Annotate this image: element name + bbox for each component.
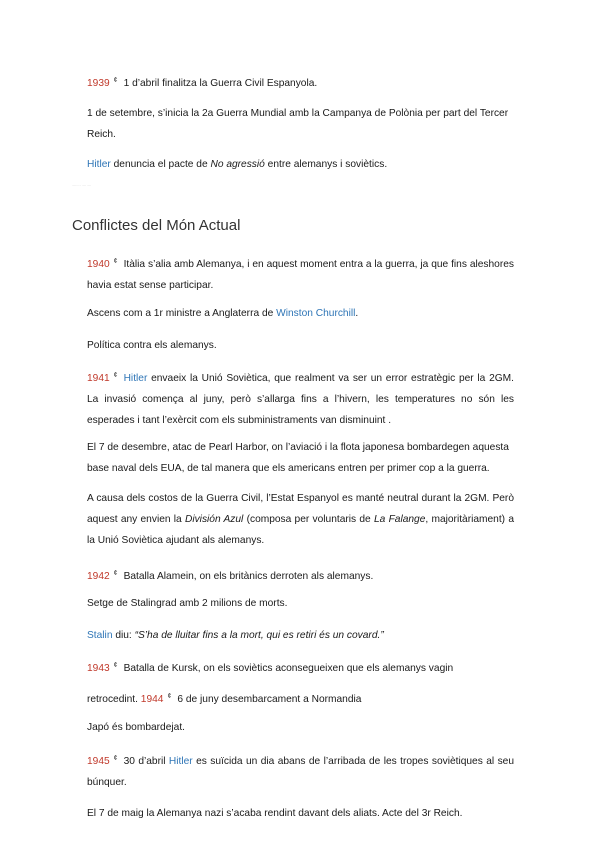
paragraph-1939	[87, 73, 317, 91]
paragraph-1941-pearl-harbor: El 7 de desembre, atac de Pearl Harbor, on l’aviació i la flota japonesa bombardegen aquesta base naval dels EUA, de tal manera que els americans entren per primer cop a la guerra.	[87, 442, 509, 474]
year-label: 1942	[87, 571, 110, 582]
paragraph-1940-churchill: Ascens com a 1r ministre a Anglaterra de Winston Churchill.	[87, 308, 359, 319]
paragraph-1939-setembre	[87, 103, 527, 145]
year-label: 1939	[87, 78, 110, 89]
paragraph-1942-stalingrad: Setge de Stalingrad amb 2 milions de morts.	[87, 598, 288, 609]
paragraph-1941-division-azul: A causa dels costos de la Guerra Civil, l’Estat Espanyol es manté neutral durant la 2GM. Però aquest any envien la División Azul (composa per voluntaris de La Falange, majoritàriament) a la Unió Soviètica ajudant als alemanys.	[87, 493, 514, 546]
italic-term: La Falange	[373, 514, 426, 525]
year-label: 1944	[140, 694, 164, 705]
paragraph-1941: 1941 ¢ Hitler envaeix la Unió Soviètica, que realment va ser un error estratègic per la 2GM. La invasió comença al juny, però s’allarga fins a l’hivern, les temperatures no són les esperades i tant l’exèrcit com els subministraments van disminuint .	[87, 372, 514, 426]
paragraph-1942: 1942 ¢ Batalla Alamein, on els britànics derroten als alemanys.	[87, 570, 374, 582]
link-hitler[interactable]: Hitler	[123, 373, 148, 384]
italic-term: División Azul	[184, 514, 244, 525]
year-label: 1940	[87, 259, 110, 270]
link-hitler[interactable]: Hitler	[87, 159, 111, 170]
bullet-arrow-icon: ¢	[113, 77, 118, 84]
paragraph-1939-pacte: Hitler denuncia el pacte de No agressió entre alemanys i soviètics.	[87, 159, 388, 170]
section-heading: Conflictes del Món Actual	[72, 217, 241, 234]
paragraph-1945-rendicio: El 7 de maig la Alemanya nazi s’acaba rendint davant dels aliats. Acte del 3r Reich.	[87, 808, 463, 819]
paragraph-text: 1 d’abril finalitza la Guerra Civil Espanyola.	[123, 78, 318, 89]
bullet-arrow-icon: ¢	[167, 693, 172, 700]
bullet-arrow-icon: ¢	[113, 662, 118, 669]
bullet-arrow-icon: ¢	[113, 372, 118, 379]
link-hitler[interactable]: Hitler	[168, 756, 193, 767]
paragraph-1944-japo: Japó és bombardejat.	[87, 722, 185, 733]
paragraph-1940-politica: Política contra els alemanys.	[87, 340, 217, 351]
paragraph-1940	[87, 251, 514, 296]
bullet-arrow-icon: ¢	[113, 258, 118, 265]
year-label: 1941	[87, 373, 110, 384]
link-winston-churchill[interactable]: Winston Churchill	[276, 308, 356, 319]
year-label: 1945	[87, 756, 110, 767]
paragraph-1945: 1945 ¢ 30 d’abril Hitler es suïcida un dia abans de l’arribada de les tropes soviètiques al seu búnquer.	[87, 755, 514, 788]
page-footer-marker: ........ .. ..... .....	[72, 183, 92, 187]
quote-text: “S’ha de lluitar fins a la mort, qui es retiri és un covard.”	[134, 630, 384, 641]
italic-term: No agressió	[210, 159, 265, 170]
bullet-arrow-icon: ¢	[113, 570, 118, 577]
paragraph-1944: retrocedint. 1944 ¢ 6 de juny desembarcament a Normandia	[87, 693, 362, 705]
paragraph-text: Itàlia s’alia amb Alemanya, i en aquest moment entra a la guerra, ja que fins aleshores havia estat sense participar.	[87, 259, 514, 291]
paragraph-1943: 1943 ¢ Batalla de Kursk, on els soviètics aconsegueixen que els alemanys vagin	[87, 662, 454, 674]
link-stalin[interactable]: Stalin	[87, 630, 113, 641]
bullet-arrow-icon: ¢	[113, 755, 118, 762]
paragraph-text: 1 de setembre, s’inicia la 2a Guerra Mundial amb la Campanya de Polònia per part del Tercer Reich.	[87, 108, 509, 140]
year-label: 1943	[87, 663, 110, 674]
paragraph-1942-stalin: Stalin diu: “S’ha de lluitar fins a la mort, qui es retiri és un covard.”	[87, 630, 384, 641]
